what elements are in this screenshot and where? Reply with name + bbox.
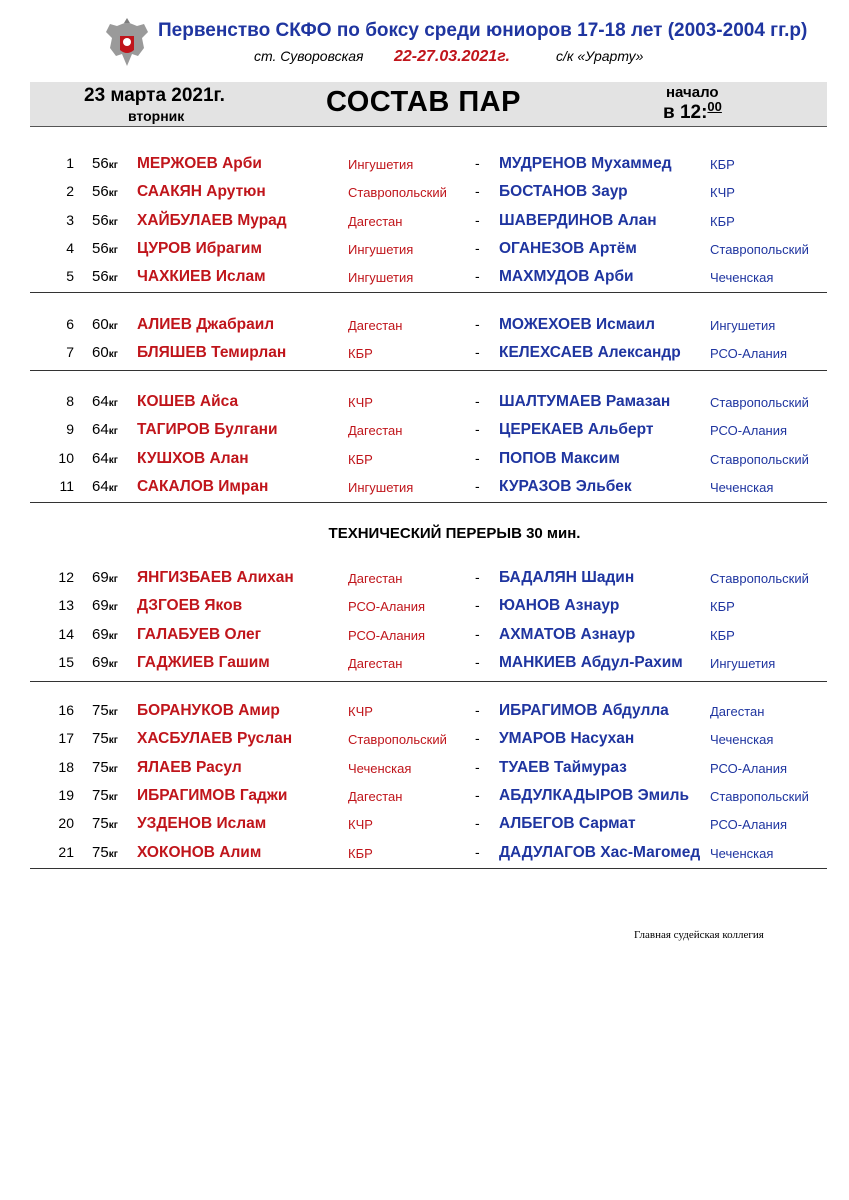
weight-class: 60кг bbox=[92, 344, 118, 362]
red-corner-name: ХОКОНОВ Алим bbox=[137, 843, 262, 861]
red-corner-name: КОШЕВ Айса bbox=[137, 393, 239, 410]
versus-dash: - bbox=[475, 183, 480, 200]
versus-dash: - bbox=[475, 730, 480, 747]
red-corner-region: Ставропольский bbox=[348, 185, 447, 201]
blue-corner-name: АБДУЛКАДЫРОВ Эмиль bbox=[499, 786, 690, 804]
red-corner-name: ГАДЖИЕВ Гашим bbox=[137, 653, 270, 671]
blue-corner-region: Чеченская bbox=[710, 732, 774, 748]
red-corner-name: СААКЯН Арутюн bbox=[137, 183, 266, 201]
footer-signature: Главная судейская коллегия bbox=[634, 929, 764, 941]
red-corner-region: Дагестан bbox=[348, 788, 403, 804]
blue-corner-region: Чеченская bbox=[710, 845, 774, 861]
red-corner-region: Ставропольский bbox=[348, 732, 447, 748]
red-corner-name: ИБРАГИМОВ Гаджи bbox=[137, 786, 288, 804]
blue-corner-region: КЧР bbox=[710, 185, 735, 201]
group-divider bbox=[30, 292, 827, 293]
versus-dash: - bbox=[475, 211, 480, 228]
bout-number: 9 bbox=[66, 421, 74, 438]
red-corner-name: БЛЯШЕВ Темирлан bbox=[137, 344, 287, 362]
session-weekday: вторник bbox=[128, 108, 185, 124]
bout-row bbox=[0, 342, 849, 366]
bout-row bbox=[0, 153, 849, 177]
versus-dash: - bbox=[475, 597, 480, 614]
weight-class: 60кг bbox=[92, 316, 118, 333]
versus-dash: - bbox=[475, 569, 480, 585]
blue-corner-region: КБР bbox=[710, 627, 735, 643]
weight-class: 56кг bbox=[92, 268, 118, 286]
bout-row bbox=[0, 842, 849, 866]
versus-dash: - bbox=[475, 843, 480, 860]
bout-row bbox=[0, 652, 849, 676]
blue-corner-region: КБР bbox=[710, 157, 735, 172]
red-corner-region: Ингушетия bbox=[348, 479, 414, 495]
blue-corner-name: БОСТАНОВ Заур bbox=[499, 183, 628, 201]
technical-break: ТЕХНИЧЕСКИЙ ПЕРЕРЫВ 30 мин. bbox=[328, 525, 581, 542]
red-corner-name: ЯНГИЗБАЕВ Алихан bbox=[137, 569, 294, 586]
red-corner-name: ЦУРОВ Ибрагим bbox=[137, 239, 262, 257]
start-time: в 12:$^{00}$ bbox=[663, 99, 722, 123]
bout-row bbox=[0, 595, 849, 619]
bout-row bbox=[0, 785, 849, 809]
bout-row bbox=[0, 624, 849, 648]
red-corner-region: Ингушетия bbox=[348, 157, 414, 172]
bout-row bbox=[0, 238, 849, 262]
versus-dash: - bbox=[475, 477, 480, 494]
weight-class: 69кг bbox=[92, 653, 118, 671]
bout-row bbox=[0, 700, 849, 724]
bout-number: 2 bbox=[66, 183, 74, 200]
blue-corner-name: ДАДУЛАГОВ Хас-Магомед bbox=[499, 843, 701, 861]
red-corner-region: КЧР bbox=[348, 395, 373, 410]
blue-corner-region: РСО-Алания bbox=[710, 423, 788, 439]
red-corner-region: Ингушетия bbox=[348, 241, 414, 257]
blue-corner-name: ПОПОВ Максим bbox=[499, 449, 620, 467]
weight-class: 75кг bbox=[92, 758, 118, 776]
blue-corner-region: Ставропольский bbox=[710, 788, 809, 804]
versus-dash: - bbox=[475, 702, 480, 718]
blue-corner-region: Ставропольский bbox=[710, 241, 809, 257]
blue-corner-name: АЛБЕГОВ Сармат bbox=[499, 815, 636, 833]
blue-corner-region: Чеченская bbox=[710, 270, 774, 286]
blue-corner-name: ОГАНЕЗОВ Артём bbox=[499, 239, 637, 257]
blue-corner-region: Чеченская bbox=[710, 479, 774, 495]
versus-dash: - bbox=[475, 625, 480, 642]
weight-class: 64кг bbox=[92, 449, 118, 467]
blue-corner-region: КБР bbox=[710, 599, 735, 615]
bout-row bbox=[0, 419, 849, 443]
blue-corner-region: Ставропольский bbox=[710, 571, 809, 586]
bout-number: 7 bbox=[66, 344, 74, 361]
red-corner-name: ТАГИРОВ Булгани bbox=[137, 421, 278, 439]
red-corner-region: Дагестан bbox=[348, 423, 403, 439]
blue-corner-name: МАХМУДОВ Арби bbox=[499, 268, 634, 286]
bout-number: 6 bbox=[66, 316, 74, 332]
blue-corner-name: ЮАНОВ Азнаур bbox=[499, 597, 620, 615]
blue-corner-name: УМАРОВ Насухан bbox=[499, 730, 635, 748]
blue-corner-name: КУРАЗОВ Эльбек bbox=[499, 477, 632, 495]
weight-class: 69кг bbox=[92, 625, 118, 643]
blue-corner-name: ТУАЕВ Таймураз bbox=[499, 758, 627, 776]
blue-corner-region: КБР bbox=[710, 213, 735, 229]
weight-class: 75кг bbox=[92, 730, 118, 748]
bout-number: 4 bbox=[66, 239, 74, 256]
championship-title: Первенство СКФО по боксу среди юниоров 17-18 лет (2003-2004 гг.р) bbox=[158, 20, 808, 41]
bout-number: 16 bbox=[58, 702, 74, 718]
bout-row bbox=[0, 476, 849, 500]
blue-corner-region: Дагестан bbox=[710, 704, 765, 719]
weight-class: 75кг bbox=[92, 843, 118, 861]
bout-row bbox=[0, 813, 849, 837]
bout-number: 13 bbox=[58, 597, 74, 614]
weight-class: 64кг bbox=[92, 421, 118, 439]
group-divider bbox=[30, 502, 827, 503]
bout-row bbox=[0, 448, 849, 472]
red-corner-name: БОРАНУКОВ Амир bbox=[137, 702, 280, 719]
red-corner-name: АЛИЕВ Джабраил bbox=[137, 316, 275, 333]
weight-class: 64кг bbox=[92, 393, 118, 410]
weight-class: 75кг bbox=[92, 786, 118, 804]
red-corner-name: ЧАХКИЕВ Ислам bbox=[137, 268, 266, 286]
group-divider bbox=[30, 681, 827, 682]
red-corner-region: Ингушетия bbox=[348, 270, 414, 286]
bout-row bbox=[0, 314, 849, 338]
red-corner-region: Дагестан bbox=[348, 571, 403, 586]
red-corner-region: Дагестан bbox=[348, 213, 403, 229]
blue-corner-region: РСО-Алания bbox=[710, 346, 788, 362]
bout-number: 11 bbox=[59, 477, 74, 494]
red-corner-region: КЧР bbox=[348, 817, 373, 833]
bout-row bbox=[0, 757, 849, 781]
bout-number: 10 bbox=[58, 449, 74, 466]
bout-number: 21 bbox=[58, 843, 74, 860]
start-label: начало bbox=[666, 84, 719, 101]
blue-corner-region: Ставропольский bbox=[710, 395, 809, 410]
red-corner-name: ДЗГОЕВ Яков bbox=[137, 597, 243, 615]
weight-class: 56кг bbox=[92, 211, 118, 229]
bout-number: 18 bbox=[58, 758, 74, 775]
bout-row bbox=[0, 210, 849, 234]
red-corner-name: ХАСБУЛАЕВ Руслан bbox=[137, 730, 293, 748]
bout-number: 20 bbox=[58, 815, 74, 832]
bout-number: 3 bbox=[66, 211, 74, 228]
bout-number: 17 bbox=[58, 730, 74, 747]
bout-number: 8 bbox=[66, 393, 74, 409]
red-corner-region: РСО-Алания bbox=[348, 627, 426, 643]
bout-number: 14 bbox=[58, 625, 74, 642]
red-corner-name: ЯЛАЕВ Расул bbox=[137, 758, 242, 776]
blue-corner-region: Ингушетия bbox=[710, 318, 776, 333]
red-corner-region: РСО-Алания bbox=[348, 599, 426, 615]
red-corner-name: САКАЛОВ Имран bbox=[137, 477, 269, 495]
blue-corner-name: МАНКИЕВ Абдул-Рахим bbox=[499, 653, 683, 671]
weight-class: 56кг bbox=[92, 155, 118, 172]
versus-dash: - bbox=[475, 653, 480, 670]
red-corner-name: УЗДЕНОВ Ислам bbox=[137, 815, 267, 833]
bout-number: 1 bbox=[66, 155, 74, 171]
blue-corner-name: БАДАЛЯН Шадин bbox=[499, 569, 635, 586]
versus-dash: - bbox=[475, 268, 480, 285]
versus-dash: - bbox=[475, 815, 480, 832]
bout-row bbox=[0, 567, 849, 591]
federation-emblem-icon bbox=[102, 18, 152, 70]
blue-corner-name: ШАЛТУМАЕВ Рамазан bbox=[499, 393, 671, 410]
versus-dash: - bbox=[475, 449, 480, 466]
page-title: СОСТАВ ПАР bbox=[326, 86, 521, 118]
red-corner-name: МЕРЖОЕВ Арби bbox=[137, 155, 262, 172]
group-divider bbox=[30, 370, 827, 371]
red-corner-region: КБР bbox=[348, 451, 373, 467]
blue-corner-name: ШАВЕРДИНОВ Алан bbox=[499, 211, 657, 229]
bout-row bbox=[0, 266, 849, 290]
bout-number: 19 bbox=[58, 786, 74, 803]
red-corner-region: Дагестан bbox=[348, 655, 403, 671]
blue-corner-region: РСО-Алания bbox=[710, 760, 788, 776]
red-corner-region: КБР bbox=[348, 346, 373, 362]
group-divider bbox=[30, 868, 827, 869]
versus-dash: - bbox=[475, 155, 480, 171]
versus-dash: - bbox=[475, 316, 480, 332]
blue-corner-name: МУДРЕНОВ Мухаммед bbox=[499, 155, 672, 172]
weight-class: 75кг bbox=[92, 815, 118, 833]
versus-dash: - bbox=[475, 758, 480, 775]
bout-number: 12 bbox=[58, 569, 74, 585]
blue-corner-region: Ставропольский bbox=[710, 451, 809, 467]
weight-class: 56кг bbox=[92, 183, 118, 201]
bout-row bbox=[0, 181, 849, 205]
red-corner-region: КБР bbox=[348, 845, 373, 861]
weight-class: 56кг bbox=[92, 239, 118, 257]
weight-class: 69кг bbox=[92, 597, 118, 615]
blue-corner-name: ЦЕРЕКАЕВ Альберт bbox=[499, 421, 654, 439]
bout-number: 5 bbox=[66, 268, 74, 285]
session-date: 23 марта 2021г. bbox=[84, 85, 225, 106]
red-corner-name: ГАЛАБУЕВ Олег bbox=[137, 625, 262, 643]
versus-dash: - bbox=[475, 344, 480, 361]
versus-dash: - bbox=[475, 393, 480, 409]
blue-corner-name: МОЖЕХОЕВ Исмаил bbox=[499, 316, 655, 333]
red-corner-region: Чеченская bbox=[348, 760, 412, 776]
red-corner-name: КУШХОВ Алан bbox=[137, 449, 249, 467]
event-place: ст. Суворовская bbox=[254, 48, 364, 64]
blue-corner-region: РСО-Алания bbox=[710, 817, 788, 833]
event-venue: с/к «Урарту» bbox=[556, 48, 644, 64]
blue-corner-region: Ингушетия bbox=[710, 655, 776, 671]
versus-dash: - bbox=[475, 421, 480, 438]
versus-dash: - bbox=[475, 239, 480, 256]
bout-number: 15 bbox=[58, 653, 74, 670]
event-dates: 22-27.03.2021г. bbox=[394, 48, 510, 65]
bout-row bbox=[0, 391, 849, 415]
blue-corner-name: АХМАТОВ Азнаур bbox=[499, 625, 636, 643]
weight-class: 75кг bbox=[92, 702, 118, 719]
red-corner-name: ХАЙБУЛАЕВ Мурад bbox=[137, 211, 287, 229]
weight-class: 64кг bbox=[92, 477, 118, 495]
bout-row bbox=[0, 728, 849, 752]
blue-corner-name: КЕЛЕХСАЕВ Александр bbox=[499, 344, 681, 362]
red-corner-region: КЧР bbox=[348, 704, 373, 719]
versus-dash: - bbox=[475, 786, 480, 803]
blue-corner-name: ИБРАГИМОВ Абдулла bbox=[499, 702, 669, 719]
weight-class: 69кг bbox=[92, 569, 118, 586]
red-corner-region: Дагестан bbox=[348, 318, 403, 333]
